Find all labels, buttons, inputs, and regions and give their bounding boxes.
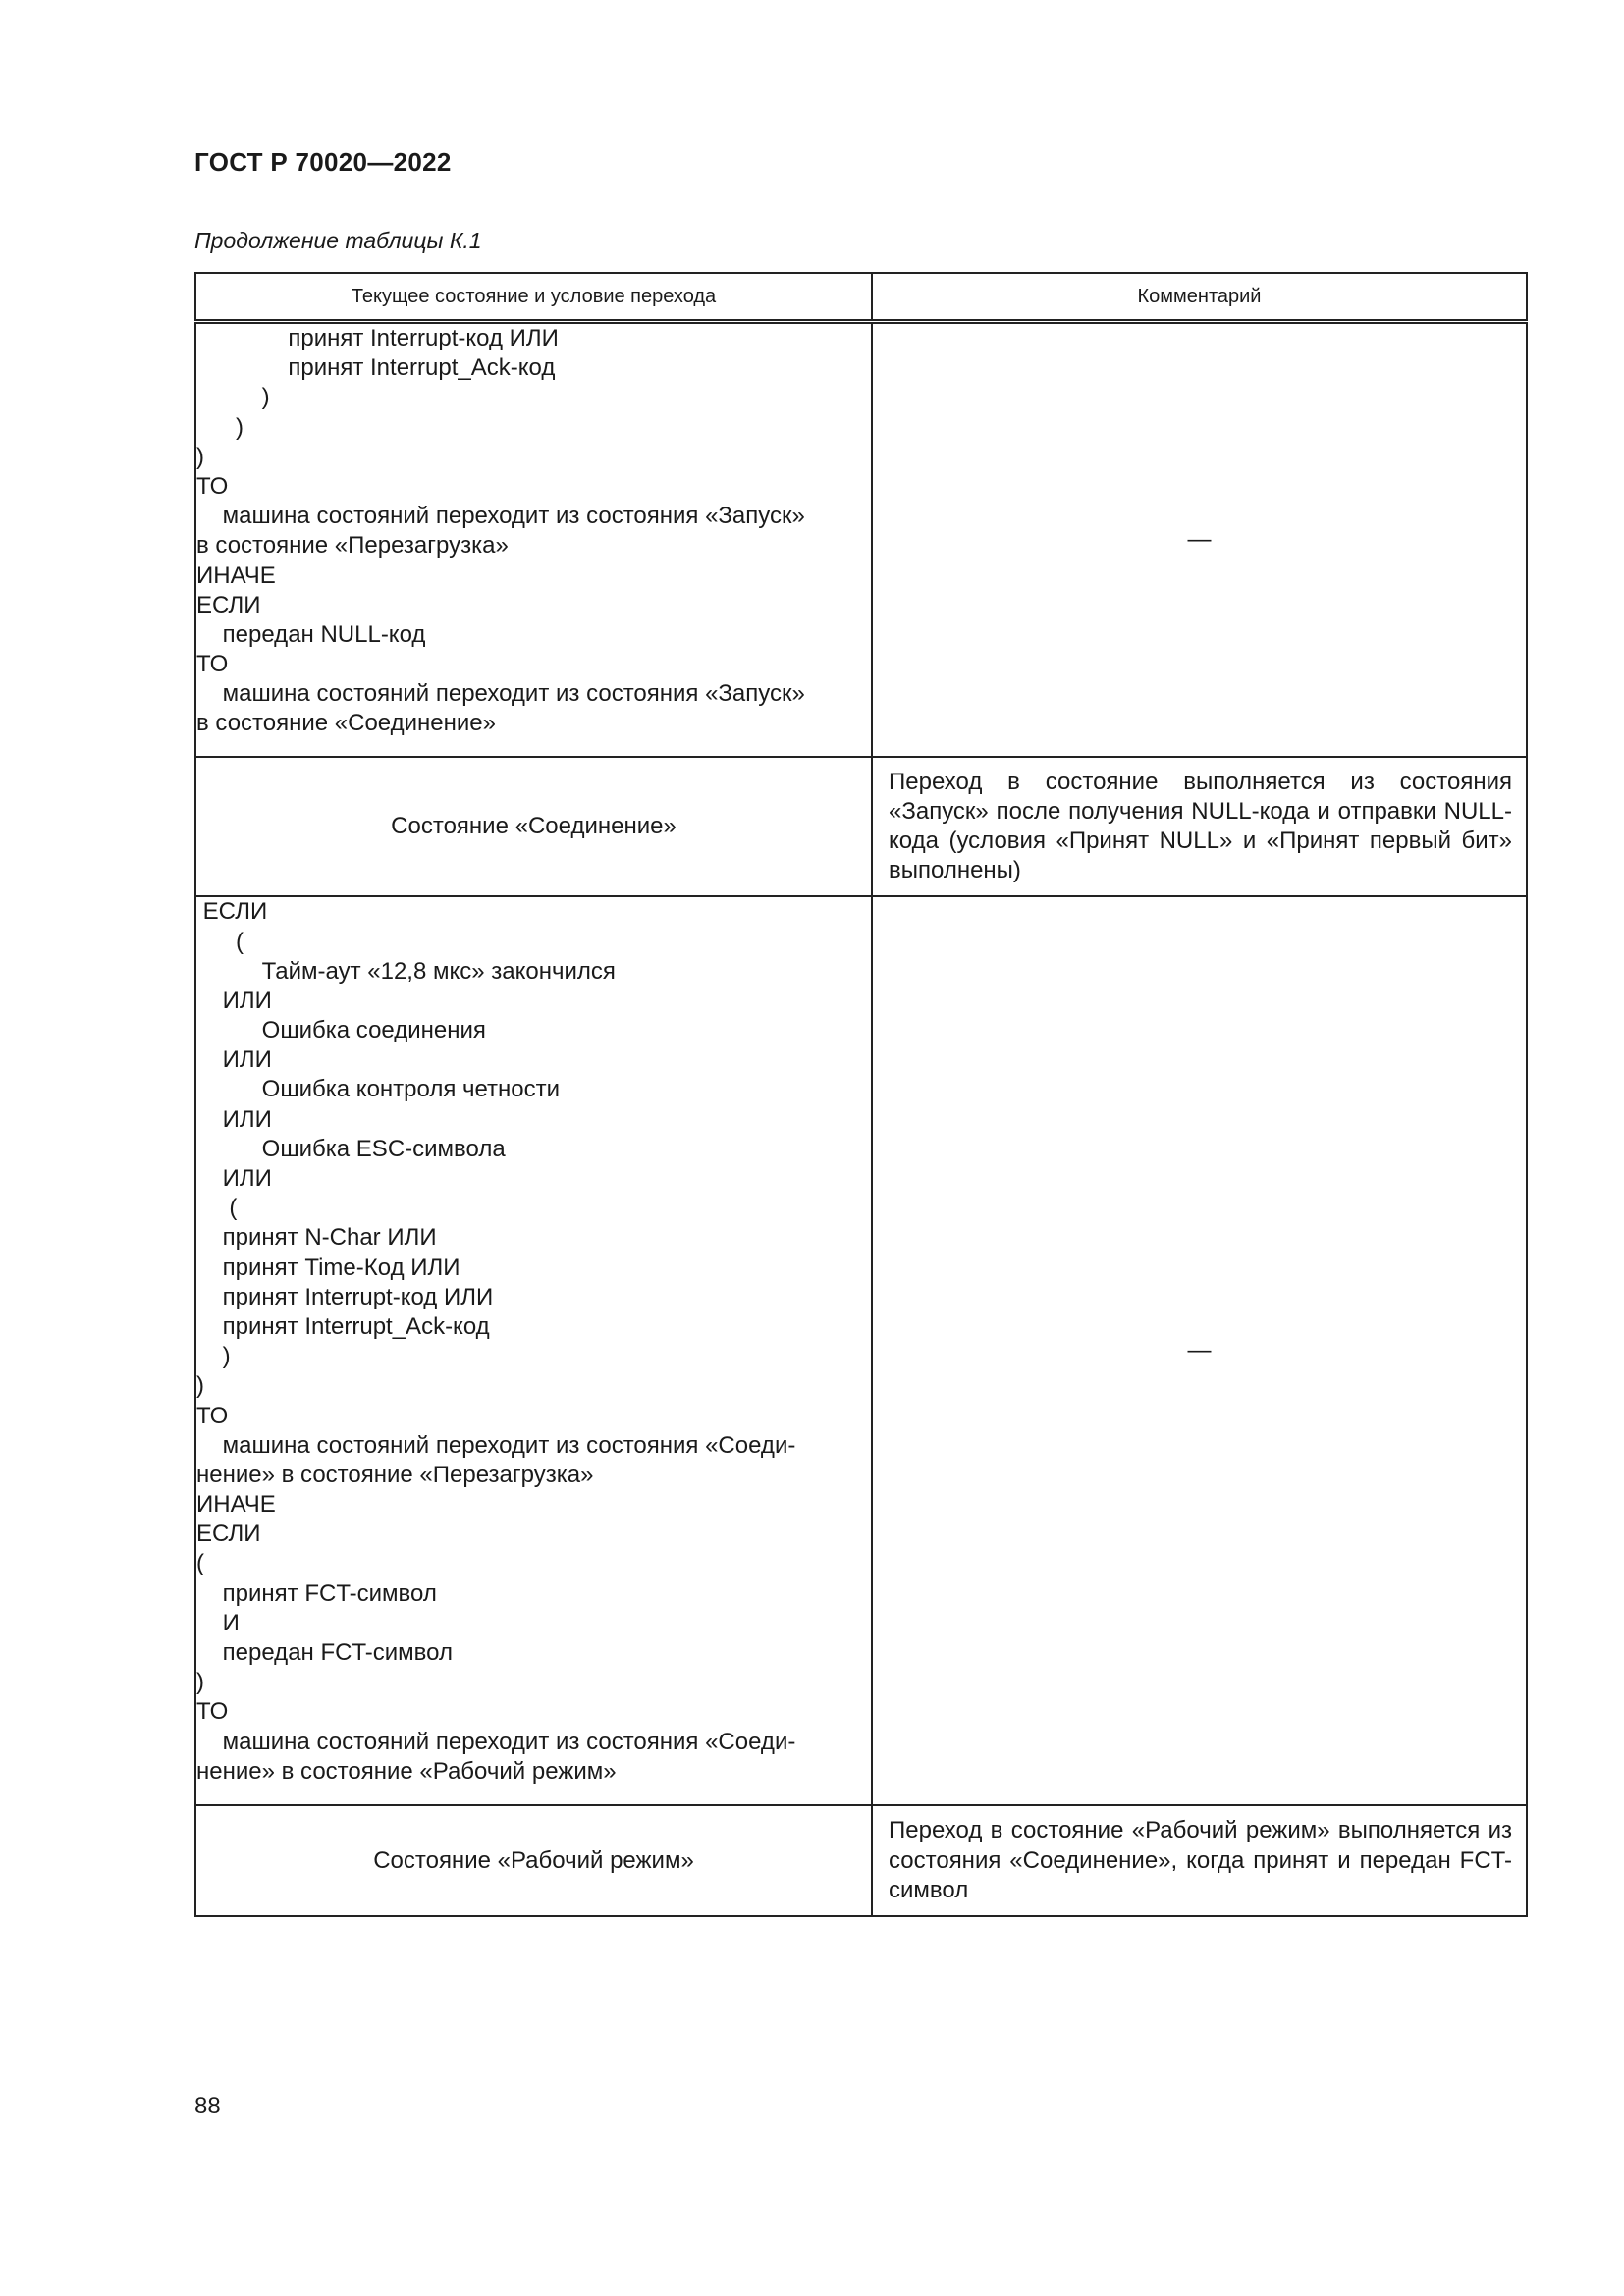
code-line: в состояние «Перезагрузка» bbox=[196, 532, 509, 560]
code-line: машина состояний переходит из состояния «Соеди- bbox=[196, 1728, 796, 1755]
comment-cell: — bbox=[872, 322, 1527, 757]
code-line: машина состояний переходит из состояния «Соеди- bbox=[196, 1431, 796, 1459]
code-block bbox=[196, 897, 871, 1787]
code-line: И bbox=[196, 1609, 240, 1636]
code-line: ТО bbox=[196, 1402, 229, 1429]
code-line: ЕСЛИ bbox=[196, 1521, 261, 1548]
code-line: Ошибка ESC-символа bbox=[196, 1135, 506, 1162]
comment-cell: Переход в состояние «Рабочий режим» выполняется из состояния «Соединение», когда принят и передан FCT-символ bbox=[872, 1805, 1527, 1916]
code-line: ИНАЧЕ bbox=[196, 561, 276, 589]
state-name-cell: Состояние «Соединение» bbox=[195, 757, 872, 897]
code-line: ЕСЛИ bbox=[196, 591, 261, 618]
code-line: машина состояний переходит из состояния «Запуск» bbox=[196, 503, 805, 530]
code-line: ( bbox=[196, 928, 244, 955]
code-line: принят Time-Код ИЛИ bbox=[196, 1254, 460, 1281]
column-header-state: Текущее состояние и условие перехода bbox=[195, 273, 872, 322]
code-line: принят Interrupt_Ack-код bbox=[196, 354, 556, 382]
condition-code-cell bbox=[195, 896, 872, 1805]
code-line: ) bbox=[196, 1343, 231, 1370]
code-line: передан FCT-символ bbox=[196, 1639, 453, 1666]
code-line: ИЛИ bbox=[196, 987, 272, 1014]
code-line: в состояние «Соединение» bbox=[196, 710, 496, 737]
code-line: ) bbox=[196, 384, 270, 411]
code-line: ) bbox=[196, 1372, 204, 1400]
table-row bbox=[195, 322, 1527, 757]
code-line: нение» в состояние «Рабочий режим» bbox=[196, 1757, 617, 1785]
code-line: ТО bbox=[196, 1698, 229, 1726]
code-line: нение» в состояние «Перезагрузка» bbox=[196, 1461, 594, 1488]
standard-title: ГОСТ Р 70020—2022 bbox=[194, 147, 452, 177]
code-line: ( bbox=[196, 1550, 204, 1577]
code-line: принят FCT-символ bbox=[196, 1579, 437, 1607]
code-line: принят Interrupt-код ИЛИ bbox=[196, 1283, 494, 1310]
code-line: ) bbox=[196, 1669, 204, 1696]
table-row bbox=[195, 1805, 1527, 1916]
code-line: ИЛИ bbox=[196, 1105, 272, 1133]
code-line: ТО bbox=[196, 651, 229, 678]
code-block bbox=[196, 324, 871, 739]
code-line: принят N-Char ИЛИ bbox=[196, 1224, 437, 1252]
code-line: Тайм-аут «12,8 мкс» закончился bbox=[196, 957, 616, 985]
code-line: ИНАЧЕ bbox=[196, 1491, 276, 1519]
column-header-comment: Комментарий bbox=[872, 273, 1527, 322]
code-line: принят Interrupt-код ИЛИ bbox=[196, 325, 559, 351]
transition-table bbox=[194, 272, 1528, 1917]
code-line: ) bbox=[196, 443, 204, 470]
code-line: ) bbox=[196, 413, 244, 441]
state-name-cell: Состояние «Рабочий режим» bbox=[195, 1805, 872, 1916]
code-line: ТО bbox=[196, 472, 229, 500]
comment-cell: — bbox=[872, 896, 1527, 1805]
comment-cell: Переход в состояние выполняется из состояния «Запуск» после получения NULL-кода и отправки NULL-кода (условия «Принят NULL» и «Принят первый бит» выполнены) bbox=[872, 757, 1527, 897]
table-header-row bbox=[195, 273, 1527, 322]
table-continuation-caption: Продолжение таблицы К.1 bbox=[194, 228, 482, 253]
condition-code-cell bbox=[195, 322, 872, 757]
table-row bbox=[195, 757, 1527, 897]
code-line: передан NULL-код bbox=[196, 620, 426, 648]
table-row bbox=[195, 896, 1527, 1805]
code-line: ИЛИ bbox=[196, 1165, 272, 1192]
code-line: ИЛИ bbox=[196, 1046, 272, 1074]
code-line: машина состояний переходит из состояния «Запуск» bbox=[196, 680, 805, 708]
code-line: ( bbox=[196, 1195, 238, 1222]
page-number: 88 bbox=[194, 2093, 221, 2119]
code-line: принят Interrupt_Ack-код bbox=[196, 1312, 490, 1340]
code-line: Ошибка контроля четности bbox=[196, 1076, 561, 1103]
code-line: Ошибка соединения bbox=[196, 1017, 486, 1044]
code-line: ЕСЛИ bbox=[196, 898, 268, 926]
